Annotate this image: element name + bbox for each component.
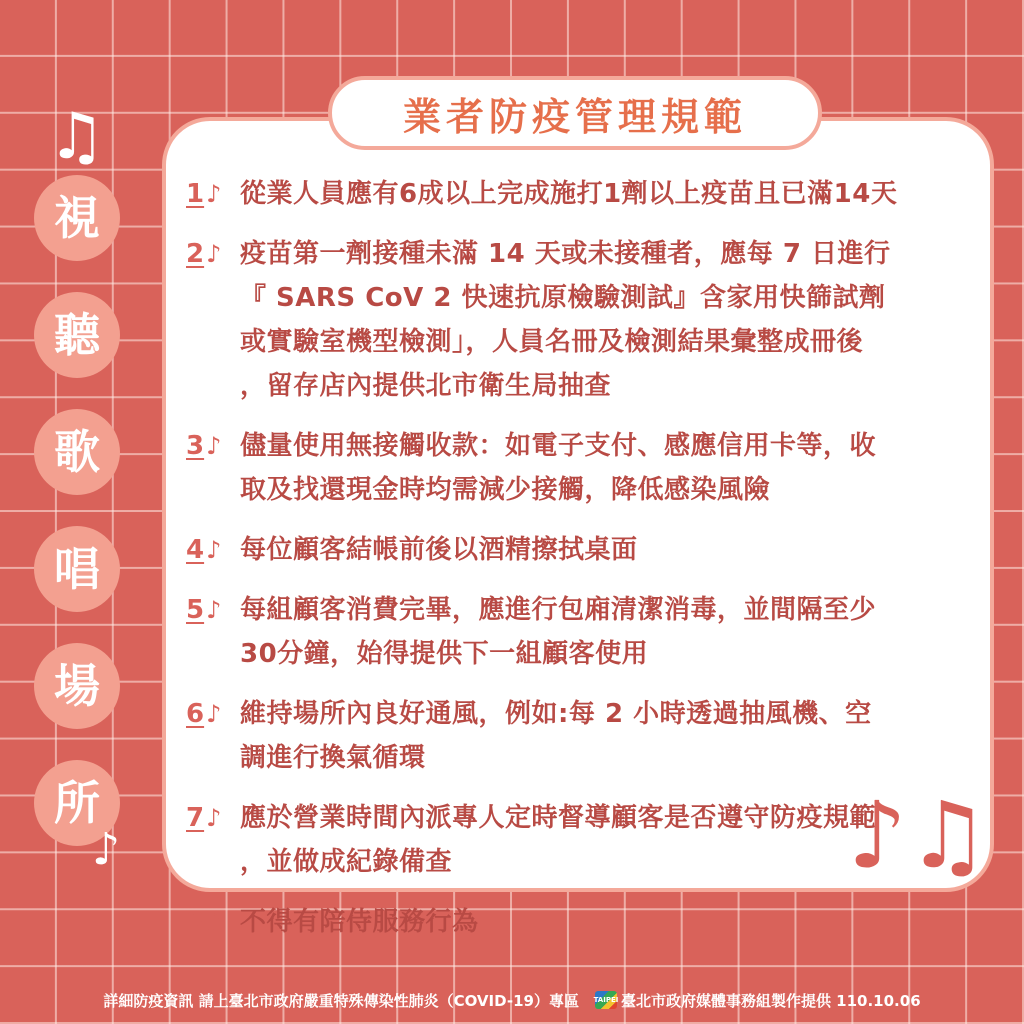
footer [0,987,1024,1013]
music-note-icon: ♪ [206,180,222,208]
side-title-char: 所 [34,760,120,846]
item-number: 6♪ [186,699,222,729]
side-title-char: 視 [34,175,120,261]
item-number: 5♪ [186,595,222,625]
item-number: 8♪ [186,907,222,937]
list-item [186,692,986,780]
item-text: 不得有陪侍服務行為 [240,907,479,937]
item-text: 儘量使用無接觸收款：如電子支付、感應信用卡等，收 取及找還現金時均需減少接觸，降低感染風險 [240,431,877,505]
side-title-char: 唱 [34,526,120,612]
list-item [186,900,986,944]
item-number: 3♪ [186,431,222,461]
footer-info-text: 詳細防疫資訊 請上臺北市政府嚴重特殊傳染性肺炎（COVID-19）專區 [103,991,579,1010]
music-notes-icon: ♪♫ [848,782,990,889]
list-item [186,528,986,572]
music-note-icon: ♪ [206,596,222,624]
item-number: 1♪ [186,179,222,209]
music-notes-icon: ♫ [48,100,106,174]
music-note-icon: ♪ [206,240,222,268]
item-number: 2♪ [186,239,222,269]
music-note-icon: ♪ [206,908,222,936]
list-item [186,232,986,408]
footer-credit-text: 臺北市政府媒體事務組製作提供 110.10.06 [620,991,921,1010]
item-text: 應於營業時間內派專人定時督導顧客是否遵守防疫規範 ，並做成紀錄備查 [240,803,877,877]
side-title-char: 聽 [34,292,120,378]
taipei-logo-icon: TAIPEI [595,991,617,1009]
side-title-char: 歌 [34,409,120,495]
item-text: 維持場所內良好通風，例如:每 2 小時透過抽風機、空 調進行換氣循環 [240,699,872,773]
item-text: 每組顧客消費完畢，應進行包廂清潔消毒，並間隔至少 30分鐘，始得提供下一組顧客使用 [240,595,877,669]
music-note-icon: ♪ [206,432,222,460]
item-number: 7♪ [186,803,222,833]
music-note-icon: ♪ [206,700,222,728]
list-item [186,424,986,512]
side-title-char: 場 [34,643,120,729]
list-item [186,172,986,216]
music-note-icon: ♪ [206,804,222,832]
list-item [186,588,986,676]
item-text: 疫苗第一劑接種未滿 14 天或未接種者，應每 7 日進行 『 SARS CoV 2 快速抗原檢驗測試』含家用快篩試劑 或實驗室機型檢測」，人員名冊及檢測結果彙整成冊後 ，留存店內提供北市衛生局抽查 [240,239,891,401]
music-note-icon: ♪ [206,536,222,564]
item-text: 從業人員應有6成以上完成施打1劑以上疫苗且已滿14天 [240,179,898,209]
music-note-icon: ♪ [92,824,121,875]
item-text: 每位顧客結帳前後以酒精擦拭桌面 [240,535,638,565]
item-number: 4♪ [186,535,222,565]
page-title: 業者防疫管理規範 [328,76,822,150]
side-title [34,175,126,877]
